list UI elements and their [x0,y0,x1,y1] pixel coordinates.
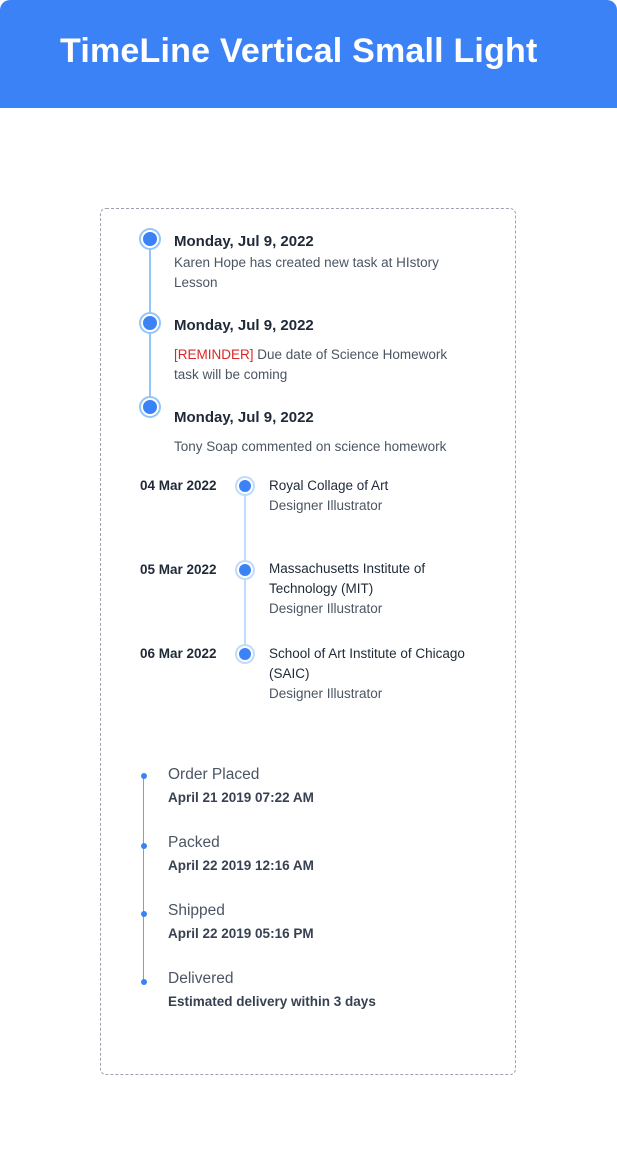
timeline1-dot [141,314,159,332]
timeline1-text: Tony Soap commented on science homework [174,439,447,454]
timeline3-status: Shipped [168,902,225,919]
timeline1-text-body: Due date of Science Homework task will be coming [174,347,448,382]
timeline3-status: Packed [168,834,220,851]
timeline3-connector [143,776,144,982]
timeline3-status: Order Placed [168,766,260,783]
timeline2-subtitle: Designer Illustrator [269,498,383,513]
timeline3-detail: Estimated delivery within 3 days [168,994,376,1009]
timeline2-entry [269,644,489,704]
timeline1-date: Monday, Jul 9, 2022 [174,409,314,426]
timeline1-text [174,345,474,385]
timeline2-title: Massachusetts Institute of Technology (MIT) [269,561,426,596]
timeline1-dot [141,398,159,416]
timeline-card [100,208,516,1075]
timeline2-entry [269,559,489,619]
timeline2-dot [237,562,253,578]
page-title: TimeLine Vertical Small Light [60,32,538,70]
timeline1-date: Monday, Jul 9, 2022 [174,317,314,334]
timeline2-entry [269,476,489,516]
timeline3-detail: April 22 2019 12:16 AM [168,858,314,873]
timeline2-subtitle: Designer Illustrator [269,601,383,616]
timeline3-dot [141,773,147,779]
reminder-badge: [REMINDER] [174,347,254,362]
timeline3-dot [141,911,147,917]
timeline2-dot [237,478,253,494]
timeline2-title: School of Art Institute of Chicago (SAIC) [269,646,465,681]
timeline3-dot [141,843,147,849]
timeline2-title: Royal Collage of Art [269,478,389,493]
timeline3-detail: April 22 2019 05:16 PM [168,926,314,941]
timeline3-dot [141,979,147,985]
timeline2-date: 05 Mar 2022 [140,562,217,577]
timeline3-detail: April 21 2019 07:22 AM [168,790,314,805]
timeline1-dot [141,230,159,248]
timeline1-date: Monday, Jul 9, 2022 [174,233,314,250]
timeline2-subtitle: Designer Illustrator [269,686,383,701]
timeline2-date: 06 Mar 2022 [140,646,217,661]
timeline2-date: 04 Mar 2022 [140,478,217,493]
timeline2-dot [237,646,253,662]
timeline1-text: Karen Hope has created new task at HIstory Lesson [174,255,439,290]
timeline3-status: Delivered [168,970,234,987]
page-header [0,0,617,108]
